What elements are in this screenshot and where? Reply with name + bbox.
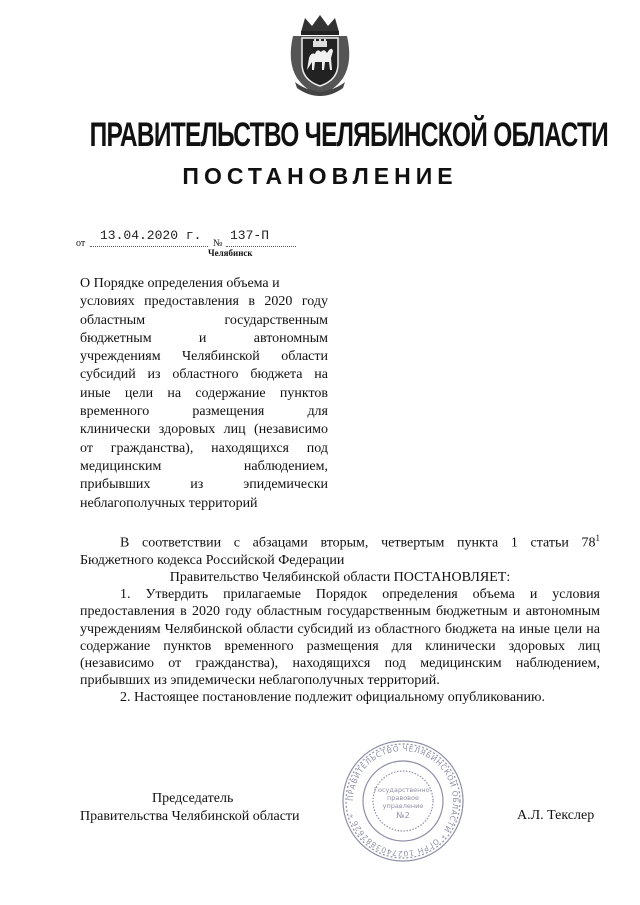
number-prefix-label: № [213,238,223,249]
document-meta [76,226,316,266]
document-body [80,530,600,707]
subject-line: субсидий из областного бюджета на [80,367,328,383]
stamp-outer-text: ПРАВИТЕЛЬСТВО ЧЕЛЯБИНСКОЙ ОБЛАСТИ * ОГРН 1027403882626 * [345,743,461,859]
stamp-center-line-3: управление [382,802,424,810]
subject-line: неблагополучных территорий [80,495,258,511]
document-subject [80,275,328,513]
organization-title: ПРАВИТЕЛЬСТВО ЧЕЛЯБИНСКОЙ ОБЛАСТИ [89,116,609,154]
subject-line: условиях предоставления в 2020 году [80,294,328,310]
subject-line: областным государственным [80,312,328,328]
stamp-center-number: №2 [396,811,410,820]
subject-line: клинически здоровых лиц (независимо [80,422,328,438]
subject-line: временного размещения для [80,404,328,420]
preamble-paragraph [80,530,600,552]
signatory-title-line-1: Председатель [152,791,234,806]
resolves-line: Правительство Челябинской области ПОСТАНОВЛЯЕТ: [169,570,511,586]
preamble-text: В соответствии с абзацами вторым, четвертым пункта 1 статьи 78 [120,535,596,551]
stamp-center-line-1: Государственно- [374,786,432,794]
item-1-paragraph: 1. Утвердить прилагаемые Порядок определения объема и условия предоставления в 2020 году областным государственным бюджетным и автономным учреждениям Челябинской области субсидий из областного бюджета на иные цели на содержание пунктов временного размещения для клинически здоровых лиц (независимо от гражданства), находящихся под медицинским наблюдением, прибывших из эпидемически неблагополучных территорий. [80,587,600,689]
document-city: Челябинск [208,248,253,258]
preamble-continuation: Бюджетного кодекса Российской Федерации [80,552,345,568]
date-prefix-label: от [76,238,86,249]
official-seal-stamp [340,738,466,864]
subject-line: прибывших из эпидемически [80,477,328,493]
stamp-center-line-2: правовое [387,794,419,802]
signatory-title-line-2: Правительства Челябинской области [80,809,300,824]
subject-line: бюджетным и автономным [80,330,328,346]
document-number: 137-П [230,228,270,243]
coat-of-arms-emblem [285,12,355,96]
signatory-title [80,790,300,826]
subject-line: медицинским наблюдением, [80,458,328,474]
document-type-title: ПОСТАНОВЛЕНИЕ [182,163,458,189]
subject-line: иные цели на содержание пунктов [80,385,328,401]
document-date: 13.04.2020 г. [100,228,202,243]
item-2-paragraph: 2. Настоящее постановление подлежит официальному опубликованию. [120,690,545,706]
subject-line: О Порядке определения объема и [80,276,280,291]
signatory-name: А.Л. Текслер [517,808,595,823]
subject-line: от гражданства), находящихся под [80,440,328,456]
preamble-superscript: 1 [595,533,600,543]
subject-line: учреждениям Челябинской области [80,349,328,365]
